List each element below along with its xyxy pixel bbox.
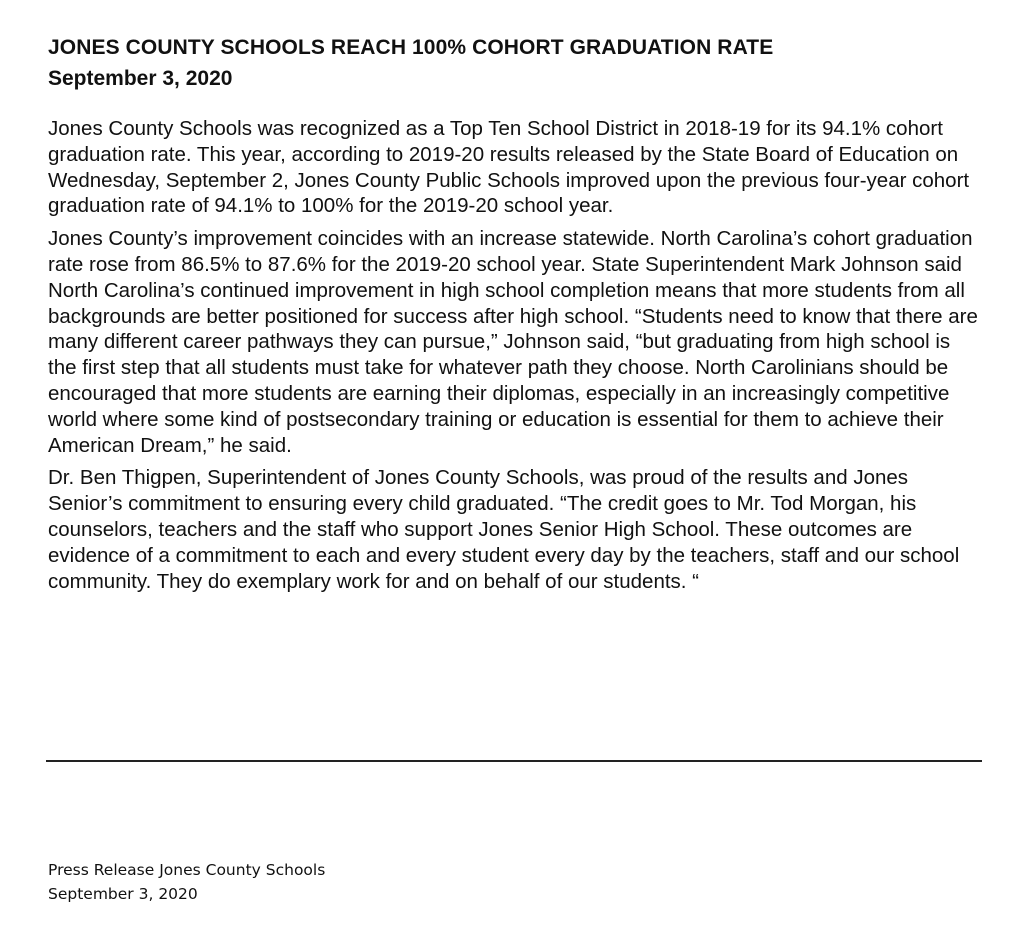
paragraph-2: Jones County’s improvement coincides with an increase statewide. North Carolina’s cohort graduation rate rose from 86.5% to 87.6% for the 2019-20 school year. State Superintendent Mark Johnson said North Carolina’s continued improvement in high school completion means that more students from all backgrounds are better positioned for success after high school. “Students need to know that there are many different career pathways they can pursue,” Johnson said, “but graduating from high school is the first step that all students must take for whatever path they choose. North Carolinians should be encouraged that more students are earning their diplomas, especially in an increasingly competitive world where some kind of postsecondary training or education is essential for them to achieve their American Dream,” he said.	[48, 227, 978, 457]
article-body	[48, 116, 982, 594]
footer-source: Press Release Jones County Schools	[48, 861, 326, 879]
headline: JONES COUNTY SCHOOLS REACH 100% COHORT GRADUATION RATE	[48, 36, 774, 59]
footer	[48, 858, 325, 906]
footer-date: September 3, 2020	[48, 885, 198, 903]
paragraph-1: Jones County Schools was recognized as a Top Ten School District in 2018-19 for its 94.1% cohort graduation rate. This year, according to 2019-20 results released by the State Board of Education on Wednesday, September 2, Jones County Public Schools improved upon the previous four-year cohort graduation rate of 94.1% to 100% for the 2019-20 school year.	[48, 117, 970, 218]
release-date: September 3, 2020	[48, 67, 233, 90]
paragraph-3: Dr. Ben Thigpen, Superintendent of Jones County Schools, was proud of the results and Jones Senior’s commitment to ensuring every child graduated. “The credit goes to Mr. Tod Morgan, his counselors, teachers and the staff who support Jones Senior High School. These outcomes are evidence of a commitment to each and every student every day by the teachers, staff and our school community. They do exemplary work for and on behalf of our students. “	[48, 466, 960, 593]
divider-line	[46, 760, 982, 762]
press-release	[48, 34, 982, 601]
